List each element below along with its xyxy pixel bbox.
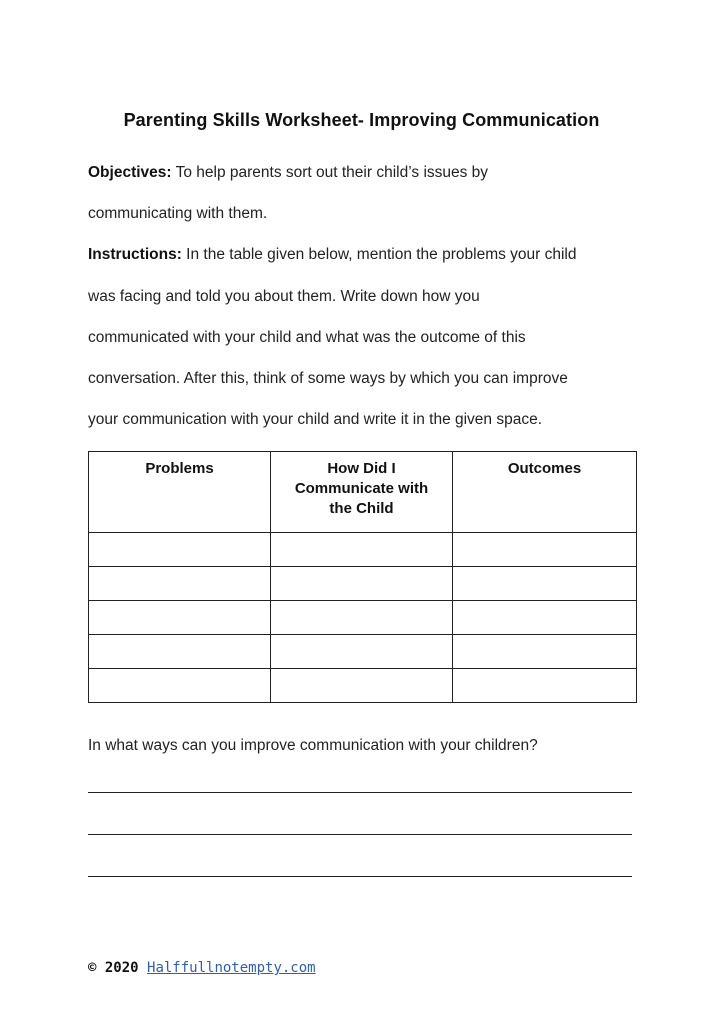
communication-cell[interactable] <box>271 567 453 601</box>
header-problems-label: Problems <box>145 460 214 477</box>
answer-line-2[interactable] <box>88 834 632 835</box>
table-row <box>89 567 637 601</box>
objectives-label: Objectives: <box>88 164 172 181</box>
problems-cell[interactable] <box>89 533 271 567</box>
header-how-line-2: Communicate with <box>294 480 429 497</box>
table-row <box>89 635 637 669</box>
objectives-line-1 <box>88 164 488 182</box>
objectives-text-1: To help parents sort out their child’s issues by <box>171 164 489 181</box>
improvement-question: In what ways can you improve communication with your children? <box>88 737 538 754</box>
footer <box>88 960 316 976</box>
table-row <box>89 669 637 703</box>
instructions-line-3: communicated with your child and what was the outcome of this <box>88 329 526 346</box>
instructions-label: Instructions: <box>88 246 182 263</box>
communication-cell[interactable] <box>271 669 453 703</box>
outcome-cell[interactable] <box>453 635 637 669</box>
instructions-line-5: your communication with your child and write it in the given space. <box>88 411 543 428</box>
instructions-text-1: In the table given below, mention the problems your child <box>181 246 577 263</box>
instructions-line-1 <box>88 246 577 264</box>
answer-line-3[interactable] <box>88 876 632 877</box>
header-how-line-3: the Child <box>329 500 394 517</box>
table-header-row <box>89 452 637 533</box>
header-how-communicated <box>271 452 453 533</box>
communication-cell[interactable] <box>271 601 453 635</box>
communication-cell[interactable] <box>271 635 453 669</box>
copyright-text: © 2020 <box>88 960 139 976</box>
header-outcomes-label: Outcomes <box>507 460 582 477</box>
objectives-line-2: communicating with them. <box>88 205 268 222</box>
table-row <box>89 601 637 635</box>
header-how-line-1: How Did I <box>327 460 396 477</box>
table-row <box>89 533 637 567</box>
page-title: Parenting Skills Worksheet- Improving Communication <box>123 110 600 130</box>
problems-cell[interactable] <box>89 601 271 635</box>
outcome-cell[interactable] <box>453 567 637 601</box>
communication-cell[interactable] <box>271 533 453 567</box>
outcome-cell[interactable] <box>453 601 637 635</box>
answer-line-1[interactable] <box>88 792 632 793</box>
website-link[interactable]: Halffullnotempty.com <box>147 960 316 976</box>
header-outcomes <box>453 452 637 533</box>
problems-cell[interactable] <box>89 635 271 669</box>
instructions-line-4: conversation. After this, think of some ways by which you can improve <box>88 370 568 387</box>
header-problems <box>89 452 271 533</box>
problems-cell[interactable] <box>89 567 271 601</box>
communication-table <box>88 451 637 703</box>
outcome-cell[interactable] <box>453 669 637 703</box>
problems-cell[interactable] <box>89 669 271 703</box>
instructions-line-2: was facing and told you about them. Write down how you <box>88 288 480 305</box>
outcome-cell[interactable] <box>453 533 637 567</box>
